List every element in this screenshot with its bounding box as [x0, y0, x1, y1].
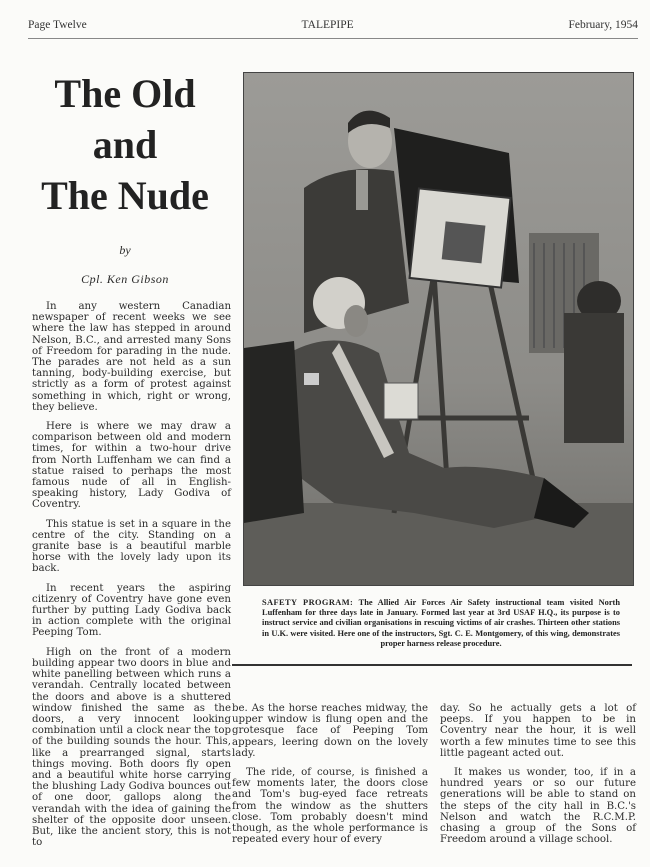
article-photo [243, 72, 634, 586]
page-header [28, 18, 638, 39]
paragraph: In any western Canadian newspaper of recent weeks we see where the law has stepped in around Nelson, B.C., and arrested many Sons of Freedom for parading in the nude. The parades are not held as a sun tanning, body-building exercise, but strictly as a form of protest against something in which, right or wrong, they believe. [32, 301, 231, 413]
article-title-block [20, 68, 230, 287]
article-column-1 [32, 301, 231, 856]
background-equipment [564, 313, 624, 443]
article-title-line-3: The Nude [41, 173, 209, 218]
paragraph: day. So he actually gets a lot of peeps. If you happen to be in Coventry near the hour, it is well worth a few minutes time to see this little pageant acted out. [440, 703, 636, 759]
caption-divider [232, 664, 632, 666]
paragraph: It makes us wonder, too, if in a hundred years or so our future generations will be able to stand on the steps of the city hall in B.C.'s Nelson and watch the R.C.M.P. chasing a group of the Sons of Freedom around a village school. [440, 767, 636, 846]
paragraph: be. As the horse reaches midway, the upper window is flung open and the grotesque face of Peeping Tom appears, leering down on the lovely lady. [232, 703, 428, 759]
article-column-2 [232, 703, 428, 853]
caption-lead: SAFETY PROGRAM: [262, 598, 354, 607]
article-title-line-2: and [92, 122, 158, 167]
paragraph: The ride, of course, is finished a few moments later, the doors close and Tom's bug-eyed face retreats from the window as the shutters close. Tom probably doesn't mind though, as the whole performance is repeated every hour of every [232, 767, 428, 846]
caption-text: The Allied Air Forces Air Safety instructional team visited North Luffenham for three days late in January. Formed last year at 3rd USAF H.Q., its purpose is to instruct service and civilian organisations in rescuing victims of air crashes. Thirteen other stations in U.K. were visited. Here one of the instructors, Sgt. C. E. Montgomery, of this wing, demonstrates proper harness release procedure. [262, 598, 620, 648]
airman-face [344, 305, 368, 337]
issue-date: February, 1954 [568, 19, 638, 31]
byline-by: by [119, 243, 131, 257]
byline-author: Cpl. Ken Gibson [81, 272, 169, 286]
paragraph: This statue is set in a square in the centre of the city. Standing on a granite base is a beautiful marble horse with the lovely lady upon its back. [32, 518, 231, 575]
paragraph: In recent years the aspiring citizenry of Coventry have gone even further by putting Lady Godiva back in action complete with the original Peeping Tom. [32, 582, 231, 639]
instructor-collar [356, 170, 368, 210]
small-frame [384, 383, 418, 419]
article-column-3 [440, 703, 636, 853]
ejection-seat [244, 341, 304, 523]
article-title-line-1: The Old [54, 71, 196, 116]
paragraph: Here is where we may draw a comparison between old and modern times, for within a two-hour drive from North Luffenham we can find a statue raised to perhaps the most famous nude of all in English-speaking history, Lady Godiva of Coventry. [32, 421, 231, 511]
page-number: Page Twelve [28, 19, 87, 31]
sergeant-stripes [304, 373, 319, 385]
photo-illustration [244, 73, 633, 585]
picture-subject [442, 221, 486, 263]
photo-caption [262, 598, 620, 649]
paragraph: High on the front of a modern building appear two doors in blue and white panelling between which runs a verandah. Centrally located between the doors and above is a shuttered window finished the same as the doors, a very innocent looking combination until a clock near the top of the building sounds the hour. This, like a prearranged signal, starts things moving. Both doors fly open and a beautiful white horse carrying the blushing Lady Godiva bounces out of one door, gallops along the verandah with the idea of gaining the shelter of the opposite door unseen. But, like the ancient story, this is not to [32, 646, 231, 849]
publication-name: TALEPIPE [301, 19, 354, 31]
